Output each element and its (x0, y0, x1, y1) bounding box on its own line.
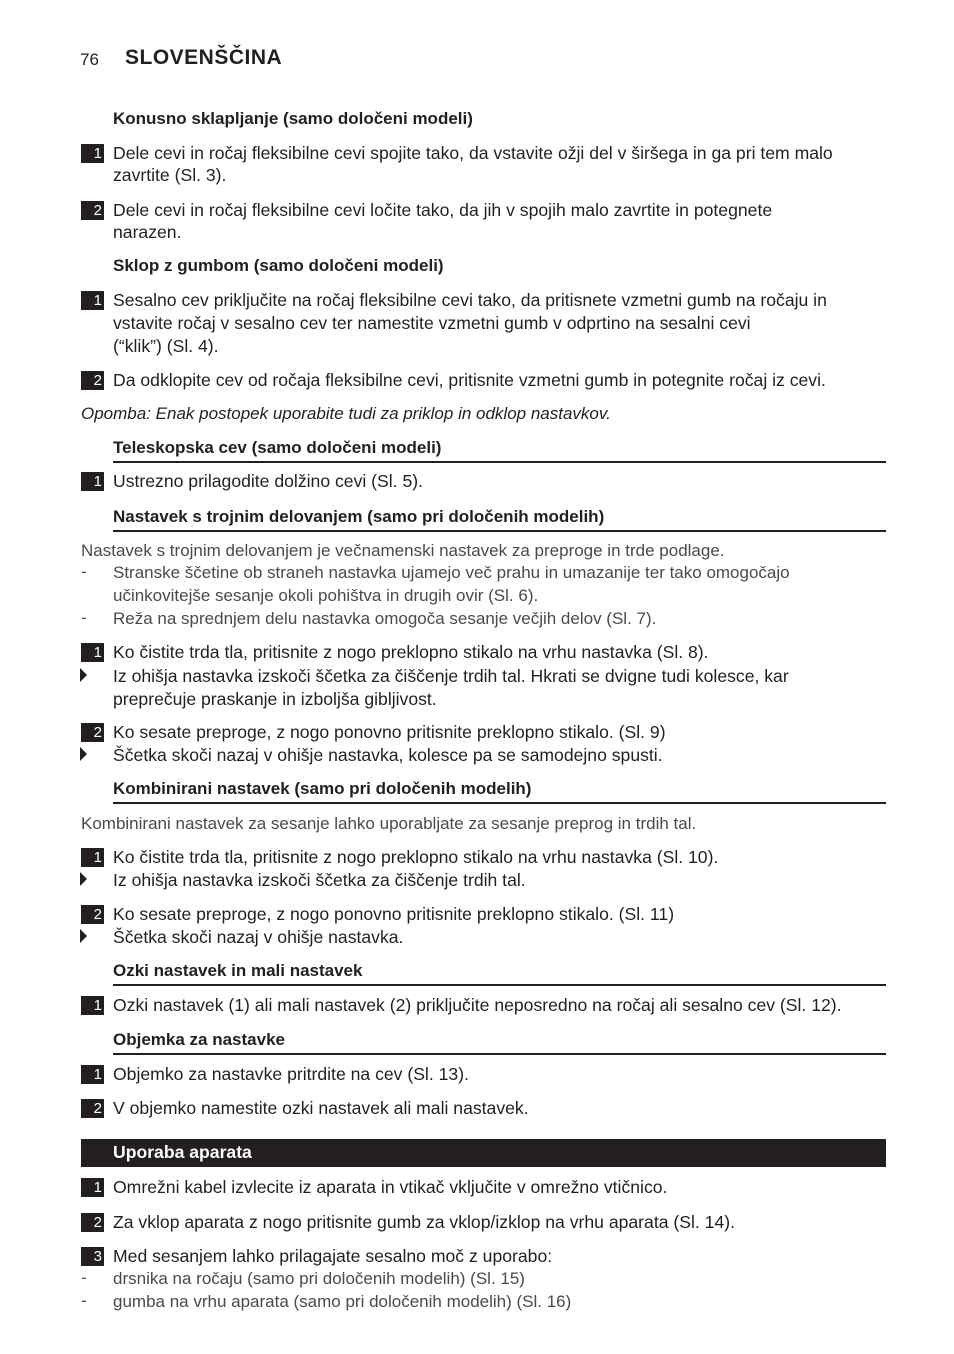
heading-rule (113, 984, 886, 986)
result-text: Ščetka skoči nazaj v ohišje nastavka, kolesce pa se samodejno spusti. (113, 745, 663, 765)
result-arrow-icon (80, 929, 87, 943)
bullet-dash: - (81, 1268, 87, 1287)
result-text: Iz ohišja nastavka izskoči ščetka za čiščenje trdih tal. Hkrati se dvigne tudi kolesce, kar (113, 666, 789, 686)
step-number: 2 (81, 1099, 104, 1118)
heading-rule (113, 530, 886, 532)
heading-rule (113, 461, 886, 463)
step-text: Omrežni kabel izvlecite iz aparata in vtikač vključite v omrežno vtičnico. (113, 1177, 668, 1197)
result-text: Ščetka skoči nazaj v ohišje nastavka. (113, 927, 404, 947)
step-text: Ozki nastavek (1) ali mali nastavek (2) priključite neposredno na ročaj ali sesalno cev (Sl. 12). (113, 995, 842, 1015)
intro-text: Nastavek s trojnim delovanjem je večnamenski nastavek za preproge in trde podlage. (81, 541, 725, 560)
bullet-text: Stranske ščetine ob straneh nastavka ujamejo več prahu in umazanije ter tako omogočajo (113, 563, 790, 582)
step-number: 1 (81, 996, 104, 1015)
step-text: Ustrezno prilagodite dolžino cevi (Sl. 5). (113, 471, 423, 491)
step-number: 2 (81, 723, 104, 742)
bullet-dash: - (81, 608, 87, 627)
section-heading-combined-nozzle: Kombinirani nastavek (samo pri določenih modelih) (113, 779, 532, 798)
step-number: 1 (81, 291, 104, 310)
step-text: Ko čistite trda tla, pritisnite z nogo preklopno stikalo na vrhu nastavka (Sl. 10). (113, 847, 719, 867)
page-number: 76 (80, 50, 99, 69)
section-heading-telescopic-tube: Teleskopska cev (samo določeni modeli) (113, 438, 442, 457)
step-number: 2 (81, 201, 104, 220)
bullet-text: gumba na vrhu aparata (samo pri določenih modelih) (Sl. 16) (113, 1292, 572, 1311)
step-text: Ko sesate preproge, z nogo ponovno pritisnite preklopno stikalo. (Sl. 9) (113, 722, 666, 742)
bullet-text: Reža na sprednjem delu nastavka omogoča sesanje večjih delov (Sl. 7). (113, 609, 657, 628)
step-text: Da odklopite cev od ročaja fleksibilne cevi, pritisnite vzmetni gumb in potegnite ročaj iz cevi. (113, 370, 826, 390)
note-text: Opomba: Enak postopek uporabite tudi za priklop in odklop nastavkov. (81, 404, 611, 423)
step-text: Objemko za nastavke pritrdite na cev (Sl. 13). (113, 1064, 469, 1084)
step-number: 1 (81, 144, 104, 163)
bullet-dash: - (81, 1291, 87, 1310)
bullet-text: učinkovitejše sesanje okoli pohištva in drugih ovir (Sl. 6). (113, 586, 539, 605)
step-text: Za vklop aparata z nogo pritisnite gumb za vklop/izklop na vrhu aparata (Sl. 14). (113, 1212, 735, 1232)
result-arrow-icon (80, 872, 87, 886)
section-heading-cone-connection: Konusno sklapljanje (samo določeni modeli) (113, 109, 473, 128)
step-text: Sesalno cev priključite na ročaj fleksibilne cevi tako, da pritisnete vzmetni gumb na ročaju in (113, 290, 827, 310)
step-text: Dele cevi in ročaj fleksibilne cevi ločite tako, da jih v spojih malo zavrtite in potegnete (113, 200, 773, 220)
section-heading-button-assembly: Sklop z gumbom (samo določeni modeli) (113, 256, 444, 275)
bullet-text: drsnika na ročaju (samo pri določenih modelih) (Sl. 15) (113, 1269, 525, 1288)
step-number: 1 (81, 1178, 104, 1197)
section-heading-crevice-nozzle: Ozki nastavek in mali nastavek (113, 961, 363, 980)
language-title: SLOVENŠČINA (125, 46, 283, 69)
step-text: narazen. (113, 222, 182, 242)
result-arrow-icon (80, 747, 87, 761)
bullet-dash: - (81, 562, 87, 581)
step-text: zavrtite (Sl. 3). (113, 165, 227, 185)
step-number: 1 (81, 643, 104, 662)
step-text: (“klik”) (Sl. 4). (113, 336, 219, 356)
section-heading-accessory-clip: Objemka za nastavke (113, 1030, 285, 1049)
heading-rule (113, 802, 886, 804)
step-text: V objemko namestite ozki nastavek ali mali nastavek. (113, 1098, 529, 1118)
section-heading-using-appliance: Uporaba aparata (113, 1142, 252, 1162)
step-number: 1 (81, 472, 104, 491)
step-number: 2 (81, 1213, 104, 1232)
result-text: preprečuje praskanje in izboljša gibljivost. (113, 689, 437, 709)
step-number: 3 (81, 1247, 104, 1266)
section-heading-tri-active-nozzle: Nastavek s trojnim delovanjem (samo pri določenih modelih) (113, 507, 605, 526)
step-text: vstavite ročaj v sesalno cev ter namestite vzmetni gumb v odprtino na sesalni cevi (113, 313, 751, 333)
intro-text: Kombinirani nastavek za sesanje lahko uporabljate za sesanje preprog in trdih tal. (81, 814, 697, 833)
step-text: Dele cevi in ročaj fleksibilne cevi spojite tako, da vstavite ožji del v širšega in ga pri tem malo (113, 143, 833, 163)
step-number: 2 (81, 905, 104, 924)
result-text: Iz ohišja nastavka izskoči ščetka za čiščenje trdih tal. (113, 870, 526, 890)
result-arrow-icon (80, 668, 87, 682)
step-text: Ko čistite trda tla, pritisnite z nogo preklopno stikalo na vrhu nastavka (Sl. 8). (113, 642, 709, 662)
step-text: Ko sesate preproge, z nogo ponovno pritisnite preklopno stikalo. (Sl. 11) (113, 904, 675, 924)
step-number: 1 (81, 848, 104, 867)
step-number: 2 (81, 371, 104, 390)
step-text: Med sesanjem lahko prilagajate sesalno moč z uporabo: (113, 1246, 553, 1266)
heading-rule (113, 1053, 886, 1055)
step-number: 1 (81, 1065, 104, 1084)
